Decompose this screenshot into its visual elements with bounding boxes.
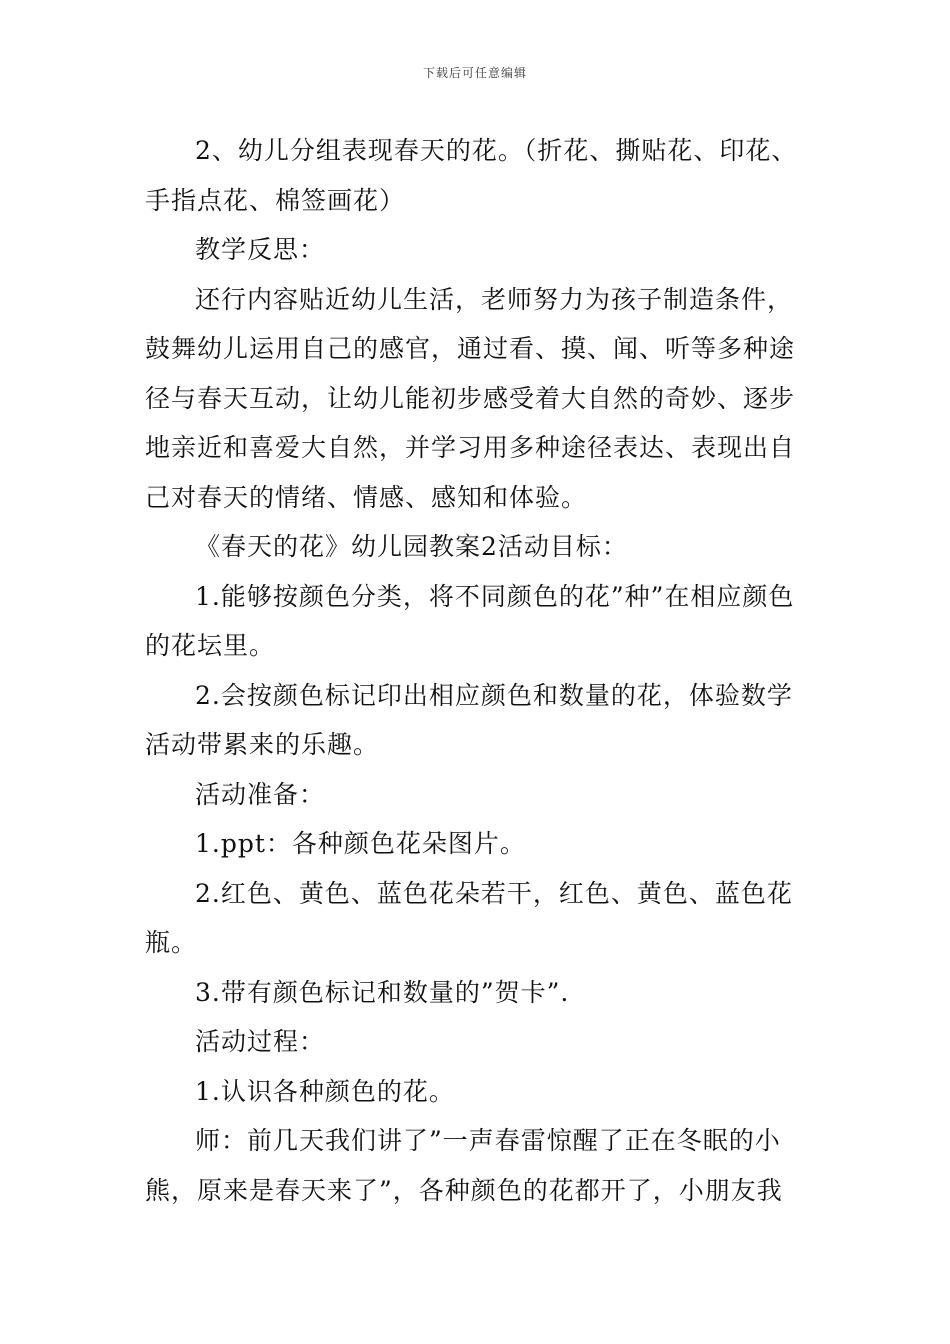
paragraph-preparation-heading: 活动准备： [195,779,326,809]
paragraph-activity-step-2: 2、幼儿分组表现春天的花。（折花、撕贴花、印花、手指点花、棉签画花） [145,136,798,215]
document-body [145,126,807,1215]
paragraph-goal-2: 2.会按颜色标记印出相应颜色和数量的花，体验数学活动带累来的乐趣。 [145,680,793,759]
paragraph-teaching-reflection: 还行内容贴近幼儿生活，老师努力为孩子制造条件，鼓舞幼儿运用自己的感官，通过看、摸、闻、听等多种途径与春天互动，让幼儿能初步感受着大自然的奇妙、逐步地亲近和喜爱大自然，并学习用多种途径表达、表现出自己对春天的情绪、情感、感知和体验。 [145,284,796,512]
page-header: 下载后可任意编辑 [422,66,527,80]
paragraph-process-1: 1.认识各种颜色的花。 [195,1076,455,1106]
paragraph-teaching-reflection-heading: 教学反思： [195,235,326,264]
paragraph-process-heading: 活动过程： [195,1027,326,1056]
paragraph-goal-1: 1.能够按颜色分类，将不同颜色的花”种”在相应颜色的花坛里。 [145,581,795,660]
paragraph-preparation-1: 1.ppt：各种颜色花朵图片。 [195,829,526,858]
paragraph-preparation-3: 3.带有颜色标记和数量的”贺卡”. [195,977,570,1007]
paragraph-preparation-2: 2.红色、黄色、蓝色花朵若干，红色、黄色、蓝色花瓶。 [145,878,793,957]
paragraph-lesson-2-goals-heading: 《春天的花》幼儿园教案2活动目标： [195,532,628,561]
paragraph-teacher-speech: 师：前几天我们讲了”一声春雷惊醒了正在冬眠的小熊，原来是春天来了”，各种颜色的花都开了，小朋友我 [145,1126,783,1205]
